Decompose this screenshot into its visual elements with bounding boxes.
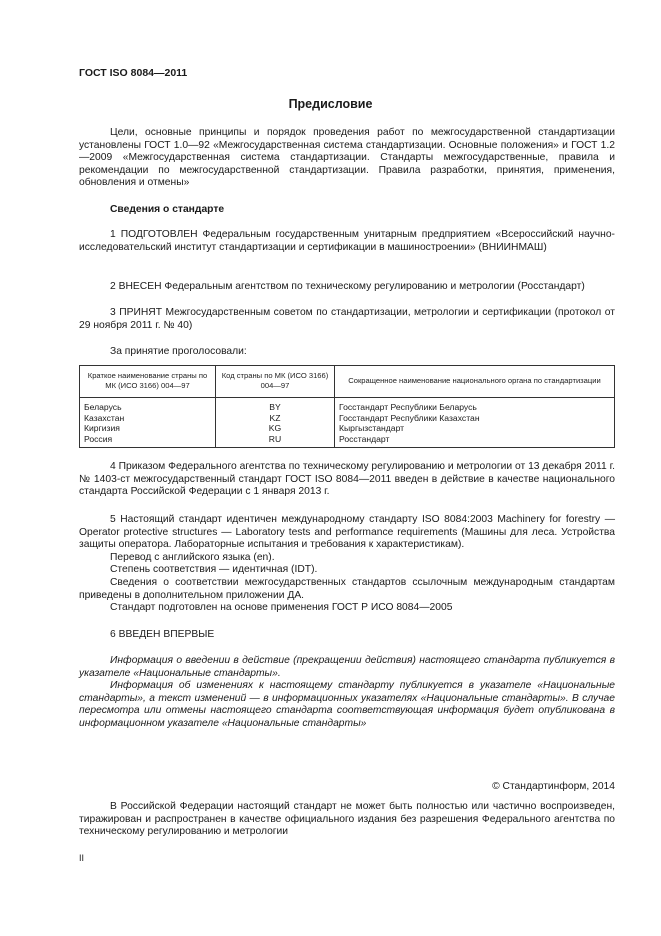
table-cell-country: Беларусь [80,398,216,413]
table-row [80,423,615,434]
item6-block [79,629,615,642]
page-number: II [79,853,85,863]
note-changes: Информация об изменениях к настоящему стандарту публикуется в указателе «Национальные стандарты», а текст изменений — в информационных указателях «Национальные стандарты». В случае пересмотра или отмены настоящего стандарта соответствующая информация будет опубликована в информационном указателе «Национальные стандарты» [79,680,615,729]
notes-block [79,655,615,731]
table-cell-code: RU [216,434,335,448]
item4-paragraph: 4 Приказом Федерального агентства по техническому регулированию и метрологии от 13 декабря 2011 г. № 1403-ст межгосударственный стандарт ГОСТ ISO 8084—2011 введен в действие в качестве национального стандарта Российской Федерации с 1 января 2013 г. [79,461,615,498]
info-heading: Сведения о стандарте [110,204,225,215]
table-row [80,434,615,448]
table-cell-body: Госстандарт Республики Казахстан [335,413,615,424]
info-heading-block [79,204,615,217]
item4-block [79,461,615,499]
table-cell-country: Казахстан [80,413,216,424]
table-cell-country: Россия [80,434,216,448]
table-cell-body: Кыргызстандарт [335,423,615,434]
table-cell-code: KZ [216,413,335,424]
table-header-code: Код страны по МК (ИСО 3166) 004—97 [216,366,335,398]
item1-block [79,229,615,254]
table-header-country: Краткое наименование страны по МК (ИСО 3166) 004—97 [80,366,216,398]
rights-block [79,801,615,839]
table-cell-country: Киргизия [80,423,216,434]
item5-paragraph: 5 Настоящий стандарт идентичен международному стандарту ISO 8084:2003 Machinery for forestry — Operator protective structures — Laboratory tests and performance requirements (Машины для леса. Устройства защиты оператора. Лабораторные испытания и требования к характеристикам). [79,514,615,551]
intro-paragraph: Цели, основные принципы и порядок проведения работ по межгосударственной стандартизации установлены ГОСТ 1.0—92 «Межгосударственная система стандартизации. Основные положения» и ГОСТ 1.2—2009 «Межгосударственная система стандартизации. Стандарты межгосударственные, правила и рекомендации по межгосударственной стандартизации. Правила разработки, принятия, применения, обновления и отмены» [79,127,615,189]
voted-label: За принятие проголосовали: [110,346,247,357]
item5-references: Сведения о соответствии межгосударственных стандартов ссылочным международным стандартам приведены в дополнительном приложении ДА. [79,576,615,601]
item3-block [79,307,615,332]
item5-language: Перевод с английского языка (en). [110,551,275,563]
item5-basis: Стандарт подготовлен на основе применения ГОСТ Р ИСО 8084—2005 [110,602,453,614]
item5-degree: Степень соответствия — идентичная (IDT). [110,564,318,576]
table-cell-code: KG [216,423,335,434]
voted-block [79,346,615,359]
table-row [80,413,615,424]
note-introduction: Информация о введении в действие (прекращении действия) настоящего стандарта публикуется в указателе «Национальные стандарты». [79,655,615,679]
copyright: © Стандартинформ, 2014 [492,781,615,792]
page-title: Предисловие [288,97,373,111]
table-cell-code: BY [216,398,335,413]
voting-table [79,365,615,448]
intro-block [79,127,615,190]
table-row [80,398,615,413]
item3-paragraph: 3 ПРИНЯТ Межгосударственным советом по стандартизации, метрологии и сертификации (протокол от 29 ноября 2011 г. № 40) [79,307,615,331]
rights-paragraph: В Российской Федерации настоящий стандарт не может быть полностью или частично воспроизведен, тиражирован и распространен в качестве официального издания без разрешения Федерального агентства по техническому регулированию и метрологии [79,801,615,838]
table-cell-body: Госстандарт Республики Беларусь [335,398,615,413]
table-cell-body: Росстандарт [335,434,615,448]
item2-paragraph: 2 ВНЕСЕН Федеральным агентством по техническому регулированию и метрологии (Росстандарт) [110,281,585,292]
document-header: ГОСТ ISO 8084—2011 [79,67,188,79]
item5-block [79,514,615,615]
item1-paragraph: 1 ПОДГОТОВЛЕН Федеральным государственным унитарным предприятием «Всероссийский научно-исследовательский институт стандартизации и сертификации в машиностроении» (ВНИИНМАШ) [79,229,615,253]
table-header-body: Сокращенное наименование национального органа по стандартизации [335,366,615,398]
table-header-row [80,366,615,398]
item6-paragraph: 6 ВВЕДЕН ВПЕРВЫЕ [110,629,215,640]
item2-block [79,281,615,294]
